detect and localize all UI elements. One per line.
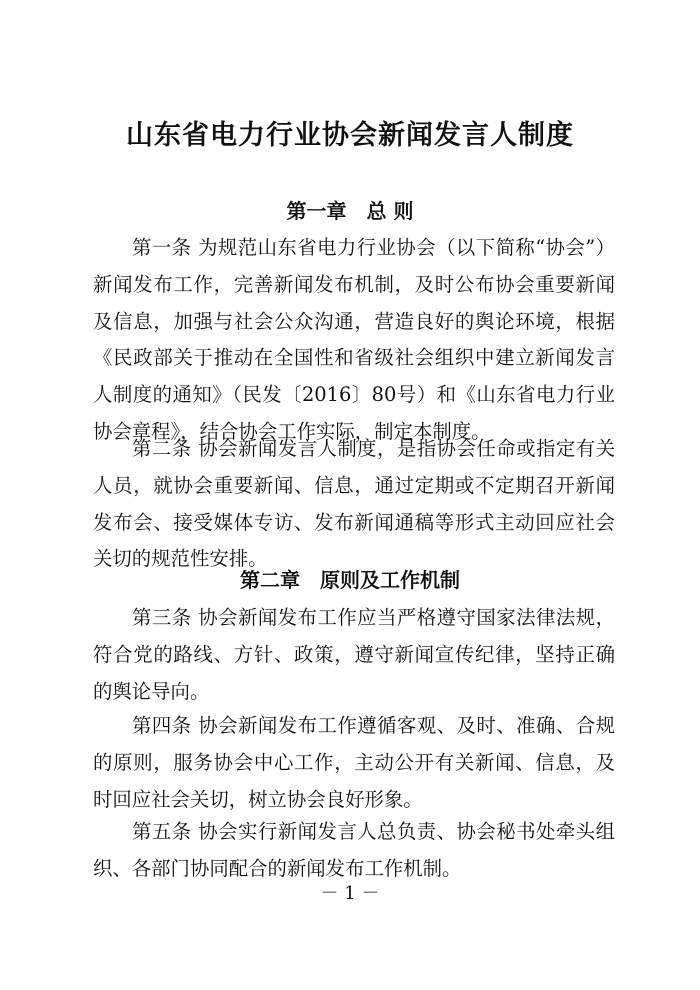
article-paragraph: 第一条 为规范山东省电力行业协会（以下简称“协会”）新闻发布工作，完善新闻发布机制，及时公布协会重要新闻及信息，加强与社会公众沟通，营造良好的舆论环境，根据《民政部关于推动在全国性和省级社会组织中建立新闻发言人制度的通知》（民发〔2016〕80号）和《山东省电力行业协会章程》，结合协会工作实际，制定本制度。 — [93, 236, 615, 443]
article-paragraph: 第五条 协会实行新闻发言人总负责、协会秘书处牵头组织、各部门协同配合的新闻发布工作机制。 — [93, 820, 615, 880]
chapter-heading: 第一章 总 则 — [286, 199, 414, 223]
article-paragraph: 第四条 协会新闻发布工作遵循客观、及时、准确、合规的原则，服务协会中心工作，主动公开有关新闻、信息，及时回应社会关切，树立协会良好形象。 — [93, 714, 615, 811]
chapter-heading: 第二章 原则及工作机制 — [240, 568, 460, 592]
page-number: － 1 － — [320, 883, 380, 904]
document-title: 山东省电力行业协会新闻发言人制度 — [126, 120, 574, 151]
article-paragraph: 第二条 协会新闻发言人制度，是指协会任命或指定有关人员，就协会重要新闻、信息，通过定期或不定期召开新闻发布会、接受媒体专访、发布新闻通稿等形式主动回应社会关切的规范性安排。 — [93, 437, 615, 571]
article-paragraph: 第三条 协会新闻发布工作应当严格遵守国家法律法规，符合党的路线、方针、政策，遵守新闻宣传纪律，坚持正确的舆论导向。 — [93, 606, 615, 703]
